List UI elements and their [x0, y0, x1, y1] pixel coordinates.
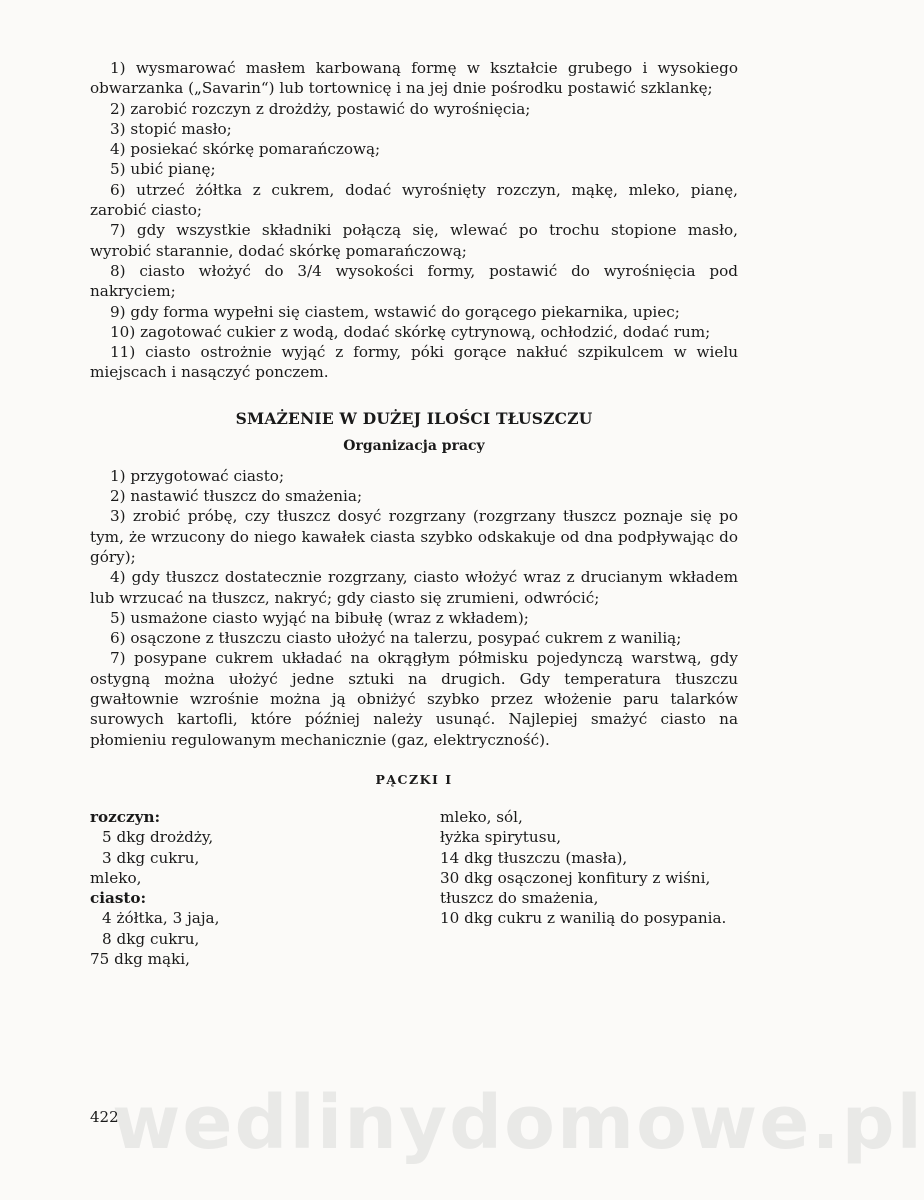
section-subheading: Organizacja pracy [343, 437, 485, 454]
list-item: 10) zagotować cukier z wodą, dodać skórkę cytrynową, ochłodzić, dodać rum; [110, 322, 711, 341]
list-item: 11) ciasto ostrożnie wyjąć z formy, póki gorące nakłuć szpikulcem w wielu miejscach i nasączyć ponczem. [90, 343, 738, 382]
list-item: 7) gdy wszystkie składniki połączą się, wlewać po trochu stopione masło, wyrobić starannie, dodać skórkę pomarańczową; [90, 221, 738, 260]
ingredient-item: mleko, [90, 868, 142, 887]
list-item: 3) zrobić próbę, czy tłuszcz dosyć rozgrzany (rozgrzany tłuszcz poznaje się po tym, że wrzucony do niego kawałek ciasta szybko odskakuje od dna podpływając do góry); [90, 507, 738, 566]
section-heading: SMAŻENIE W DUŻEJ ILOŚCI TŁUSZCZU [235, 408, 593, 428]
recipe-title: PĄCZKI I [375, 771, 453, 787]
page-number: 422 [90, 1108, 119, 1126]
ingredients-left-column [90, 807, 440, 969]
list-item: 6) utrzeć żółtka z cukrem, dodać wyrośnięty rozczyn, mąkę, mleko, pianę, zarobić ciasto; [90, 180, 738, 220]
list-item: 9) gdy forma wypełni się ciastem, wstawić do gorącego piekarnika, upiec; [110, 302, 680, 321]
ingredient-item: 8 dkg cukru, [102, 929, 200, 948]
ciasto-label: ciasto: [90, 889, 147, 908]
ingredients [90, 807, 738, 969]
list-item: 3) stopić masło; [110, 119, 232, 138]
list-item: 5) usmażone ciasto wyjąć na bibułę (wraz z wkładem); [110, 608, 529, 627]
ingredient-item: 30 dkg osączonej konfitury z wiśni, [440, 868, 711, 887]
ingredient-item: mleko, sól, [440, 807, 523, 826]
ingredient-item: 3 dkg cukru, [102, 848, 200, 867]
list-item: 1) przygotować ciasto; [110, 466, 285, 485]
rozczyn-label: rozczyn: [90, 807, 161, 826]
ingredient-item: 14 dkg tłuszczu (masła), [440, 848, 628, 867]
list-item: 8) ciasto włożyć do 3/4 wysokości formy, postawić do wyrośnięcia pod nakryciem; [90, 261, 738, 301]
list-item: 4) posiekać skórkę pomarańczową; [110, 140, 381, 159]
ingredients-right-column [440, 807, 738, 969]
top-steps-list [90, 58, 738, 383]
page-content [90, 58, 738, 969]
list-item: 2) nastawić tłuszcz do smażenia; [110, 487, 363, 506]
ingredient-item: 4 żółtka, 3 jaja, [102, 909, 220, 928]
list-item: 1) wysmarować masłem karbowaną formę w kształcie grubego i wysokiego obwarzanka („Savarin“) lub tortownicę i na jej dnie pośrodku postawić szklankę; [90, 59, 738, 98]
list-item: 7) posypane cukrem układać na okrągłym półmisku pojedynczą warstwą, gdy ostygną można ułożyć jedne sztuki na drugich. Gdy temperatura tłuszczu gwałtownie wzrośnie można ją obniżyć szybko przez włożenie paru talarków surowych kartofli, które później należy usunąć. Najlepiej smażyć ciasto na płomieniu regulowanym mechanicznie (gaz, elektryczność). [90, 649, 738, 749]
list-item: 2) zarobić rozczyn z drożdży, postawić do wyrośnięcia; [110, 99, 531, 118]
list-item: 5) ubić pianę; [110, 160, 216, 179]
watermark: wedlinydomowe.pl [112, 1080, 924, 1166]
ingredient-item: łyżka spirytusu, [440, 828, 562, 847]
ingredient-item: tłuszcz do smażenia, [440, 889, 599, 908]
ingredient-item: 5 dkg drożdży, [102, 828, 214, 847]
ingredient-item: 10 dkg cukru z wanilią do posypania. [440, 909, 727, 928]
list-item: 4) gdy tłuszcz dostatecznie rozgrzany, ciasto włożyć wraz z drucianym wkładem lub wrzucać na tłuszcz, nakryć; gdy ciasto się zrumieni, odwrócić; [90, 568, 738, 607]
ingredient-item: 75 dkg mąki, [90, 949, 190, 968]
list-item: 6) osączone z tłuszczu ciasto ułożyć na talerzu, posypać cukrem z wanilią; [110, 629, 682, 648]
frying-steps-list [90, 466, 738, 750]
